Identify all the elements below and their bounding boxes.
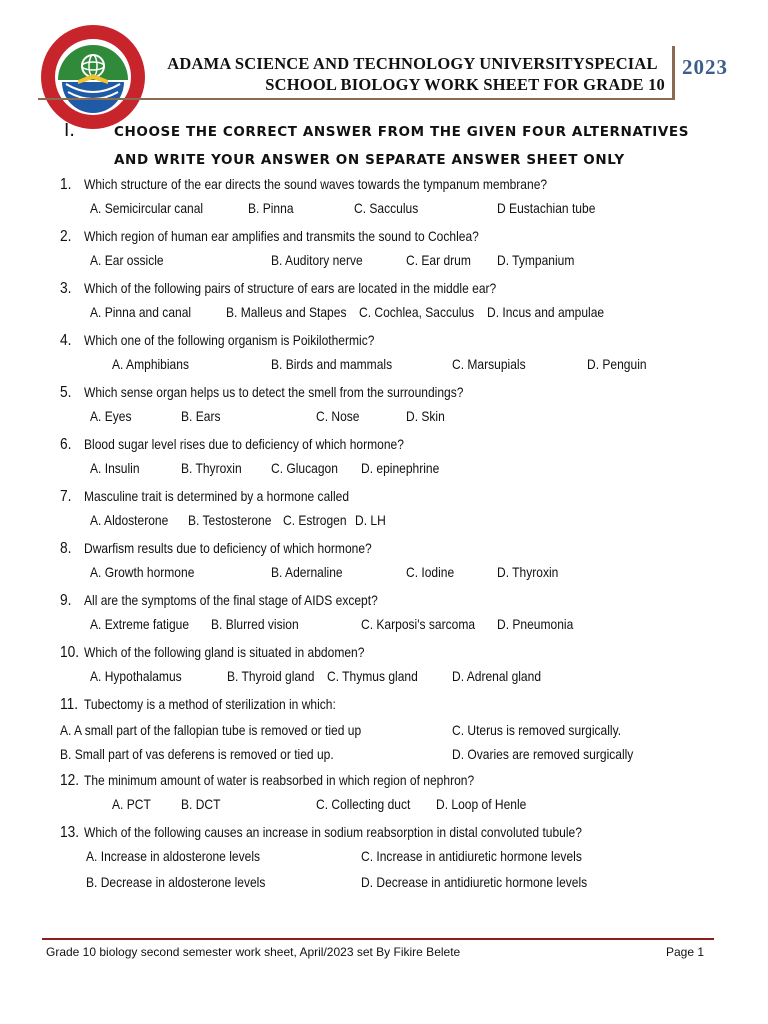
- option-d: D. Skin: [406, 408, 445, 424]
- option-d: D. Incus and ampulae: [487, 304, 605, 320]
- question-2: [0, 228, 768, 248]
- question-13: [0, 824, 768, 844]
- page-number: Page 1: [666, 945, 705, 959]
- option-b: B. Birds and mammals: [271, 356, 393, 372]
- question-number: 3.: [60, 280, 72, 297]
- footer-credit: Grade 10 biology second semester work sheet, April/2023 set By Fikire Belete: [46, 945, 461, 959]
- option-a: A. A small part of the fallopian tube is removed or tied up: [60, 722, 362, 738]
- option-a: A. PCT: [112, 796, 151, 812]
- option-c: C. Karposi's sarcoma: [361, 616, 476, 632]
- question-8: [0, 540, 768, 560]
- option-c: C. Uterus is removed surgically.: [452, 722, 622, 738]
- question-9: [0, 592, 768, 612]
- question-text: All are the symptoms of the final stage of AIDS except?: [84, 592, 378, 608]
- option-b: B. Pinna: [248, 200, 294, 216]
- question-text: Which of the following gland is situated in abdomen?: [84, 644, 365, 660]
- question-number: 11.: [60, 696, 79, 713]
- question-3: [0, 280, 768, 300]
- section-title-line-1: CHOOSE THE CORRECT ANSWER FROM THE GIVEN FOUR ALTERNATIVES: [114, 124, 690, 140]
- question-number: 13.: [60, 824, 80, 841]
- section-title-line-2: AND WRITE YOUR ANSWER ON SEPARATE ANSWER SHEET ONLY: [114, 152, 625, 168]
- question-1: [0, 176, 768, 196]
- option-c: C. Thymus gland: [327, 668, 418, 684]
- question-number: 5.: [60, 384, 72, 401]
- option-c: C. Iodine: [406, 564, 455, 580]
- question-7: [0, 488, 768, 508]
- option-c: C. Glucagon: [271, 460, 338, 476]
- question-11: [0, 696, 768, 716]
- question-number: 12.: [60, 772, 80, 789]
- option-d: D. epinephrine: [361, 460, 440, 476]
- question-number: 9.: [60, 592, 72, 609]
- question-6: [0, 436, 768, 456]
- question-number: 7.: [60, 488, 72, 505]
- header-rule: [38, 98, 675, 100]
- option-c: C. Ear drum: [406, 252, 471, 268]
- option-b: B. Thyroxin: [181, 460, 242, 476]
- option-d: D. Pneumonia: [497, 616, 574, 632]
- header-title-line-1: ADAMA SCIENCE AND TECHNOLOGY UNIVERSITYSPECIAL: [167, 54, 658, 73]
- option-c: C. Cochlea, Sacculus: [359, 304, 475, 320]
- question-number: 6.: [60, 436, 72, 453]
- option-a: A. Aldosterone: [90, 512, 169, 528]
- question-4: [0, 332, 768, 352]
- option-c: C. Nose: [316, 408, 360, 424]
- question-text: Dwarfism results due to deficiency of which hormone?: [84, 540, 372, 556]
- option-b: B. Thyroid gland: [227, 668, 315, 684]
- option-a: A. Insulin: [90, 460, 140, 476]
- option-a: A. Hypothalamus: [90, 668, 182, 684]
- option-d: D. Ovaries are removed surgically: [452, 746, 634, 762]
- question-text: Tubectomy is a method of sterilization in which:: [84, 696, 336, 712]
- option-d: D. Thyroxin: [497, 564, 559, 580]
- header-title-line-2: SCHOOL BIOLOGY WORK SHEET FOR GRADE 10: [265, 75, 665, 94]
- option-c: C. Sacculus: [354, 200, 419, 216]
- option-b: B. Testosterone: [188, 512, 272, 528]
- option-b: B. Blurred vision: [211, 616, 299, 632]
- option-a: A. Eyes: [90, 408, 132, 424]
- option-a: A. Amphibians: [112, 356, 189, 372]
- header-year: 2023: [682, 55, 728, 79]
- option-b: B. Auditory nerve: [271, 252, 363, 268]
- question-number: 1.: [60, 176, 72, 193]
- question-5: [0, 384, 768, 404]
- footer-rule: [42, 938, 714, 940]
- question-12: [0, 772, 768, 792]
- section-number: I.: [64, 120, 76, 141]
- option-a: A. Semicircular canal: [90, 200, 204, 216]
- option-c: C. Estrogen: [283, 512, 347, 528]
- option-c: C. Increase in antidiuretic hormone levels: [361, 848, 582, 864]
- university-logo-icon: [38, 22, 148, 132]
- option-c: C. Collecting duct: [316, 796, 411, 812]
- option-b: B. Adernaline: [271, 564, 343, 580]
- question-text: Which sense organ helps us to detect the smell from the surroundings?: [84, 384, 464, 400]
- question-number: 8.: [60, 540, 72, 557]
- option-a: A. Increase in aldosterone levels: [86, 848, 261, 864]
- question-text: Which of the following pairs of structure of ears are located in the middle ear?: [84, 280, 497, 296]
- option-d: D. Loop of Henle: [436, 796, 527, 812]
- option-b: B. DCT: [181, 796, 221, 812]
- option-d: D. Tympanium: [497, 252, 575, 268]
- option-c: C. Marsupials: [452, 356, 526, 372]
- option-b: B. Decrease in aldosterone levels: [86, 874, 266, 890]
- option-b: B. Small part of vas deferens is removed or tied up.: [60, 746, 334, 762]
- option-b: B. Malleus and Stapes: [226, 304, 347, 320]
- question-number: 10.: [60, 644, 80, 661]
- header-divider: [672, 46, 675, 98]
- question-text: Which of the following causes an increase in sodium reabsorption in distal convoluted tubule?: [84, 824, 582, 840]
- question-text: Masculine trait is determined by a hormone called: [84, 488, 350, 504]
- question-10: [0, 644, 768, 664]
- question-text: Which region of human ear amplifies and transmits the sound to Cochlea?: [84, 228, 479, 244]
- question-text: The minimum amount of water is reabsorbed in which region of nephron?: [84, 772, 475, 788]
- option-d: D. Adrenal gland: [452, 668, 542, 684]
- option-a: A. Ear ossicle: [90, 252, 164, 268]
- option-a: A. Pinna and canal: [90, 304, 192, 320]
- question-text: Which one of the following organism is Poikilothermic?: [84, 332, 375, 348]
- question-text: Blood sugar level rises due to deficiency of which hormone?: [84, 436, 404, 452]
- option-d: D. Decrease in antidiuretic hormone levels: [361, 874, 588, 890]
- question-text: Which structure of the ear directs the sound waves towards the tympanum membrane?: [84, 176, 548, 192]
- question-number: 4.: [60, 332, 72, 349]
- question-number: 2.: [60, 228, 72, 245]
- option-d: D Eustachian tube: [497, 200, 596, 216]
- option-d: D. LH: [355, 512, 386, 528]
- option-a: A. Growth hormone: [90, 564, 195, 580]
- option-d: D. Penguin: [587, 356, 647, 372]
- option-b: B. Ears: [181, 408, 221, 424]
- option-a: A. Extreme fatigue: [90, 616, 190, 632]
